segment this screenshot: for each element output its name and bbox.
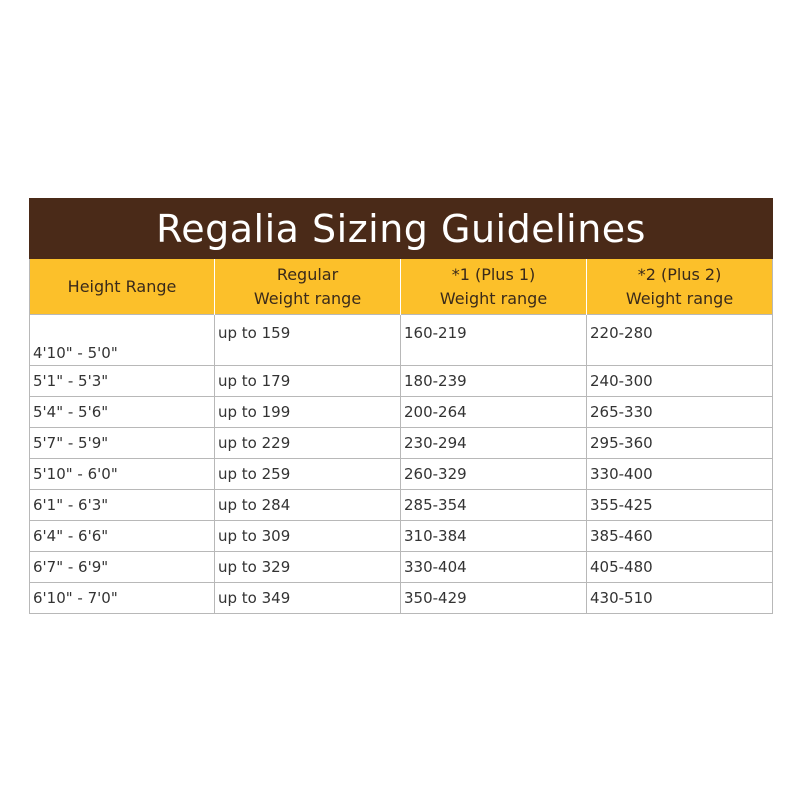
height-cell: 5'7" - 5'9"	[30, 428, 215, 459]
plus1-weight-cell: 330-404	[401, 552, 587, 583]
height-cell: 5'1" - 5'3"	[30, 366, 215, 397]
header-plus2	[587, 259, 773, 315]
plus1-weight-cell: 310-384	[401, 521, 587, 552]
header-regular	[215, 259, 401, 315]
regular-weight-cell: up to 179	[215, 366, 401, 397]
table-row	[30, 366, 773, 397]
regular-weight-cell: up to 284	[215, 490, 401, 521]
header-plus1	[401, 259, 587, 315]
plus2-weight-cell: 430-510	[587, 583, 773, 614]
plus2-weight-cell: 265-330	[587, 397, 773, 428]
plus2-weight-cell: 405-480	[587, 552, 773, 583]
height-cell: 5'10" - 6'0"	[30, 459, 215, 490]
header-plus1-line2: Weight range	[439, 288, 548, 308]
table-row	[30, 315, 773, 366]
table-row	[30, 428, 773, 459]
height-cell: 6'4" - 6'6"	[30, 521, 215, 552]
header-plus2-line1: *2 (Plus 2)	[637, 264, 722, 284]
table-row	[30, 521, 773, 552]
header-plus1-line1: *1 (Plus 1)	[451, 264, 536, 284]
regular-weight-cell: up to 309	[215, 521, 401, 552]
table-row	[30, 397, 773, 428]
plus1-weight-cell: 230-294	[401, 428, 587, 459]
plus1-weight-cell: 180-239	[401, 366, 587, 397]
regular-weight-cell: up to 349	[215, 583, 401, 614]
plus2-weight-cell: 295-360	[587, 428, 773, 459]
regular-weight-cell: up to 199	[215, 397, 401, 428]
plus1-weight-cell: 285-354	[401, 490, 587, 521]
regular-weight-cell: up to 229	[215, 428, 401, 459]
table-title: Regalia Sizing Guidelines	[30, 199, 773, 259]
plus1-weight-cell: 200-264	[401, 397, 587, 428]
height-cell: 6'7" - 6'9"	[30, 552, 215, 583]
plus2-weight-cell: 240-300	[587, 366, 773, 397]
plus1-weight-cell: 160-219	[401, 315, 587, 366]
regular-weight-cell: up to 329	[215, 552, 401, 583]
table-row	[30, 552, 773, 583]
table-row	[30, 490, 773, 521]
plus2-weight-cell: 220-280	[587, 315, 773, 366]
header-height-range-label: Height Range	[67, 276, 177, 296]
plus1-weight-cell: 260-329	[401, 459, 587, 490]
height-cell: 6'1" - 6'3"	[30, 490, 215, 521]
plus2-weight-cell: 355-425	[587, 490, 773, 521]
plus2-weight-cell: 330-400	[587, 459, 773, 490]
regular-weight-cell: up to 159	[215, 315, 401, 366]
title-row	[30, 199, 773, 259]
plus2-weight-cell: 385-460	[587, 521, 773, 552]
height-cell: 4'10" - 5'0"	[30, 315, 215, 366]
plus1-weight-cell: 350-429	[401, 583, 587, 614]
header-height-range	[30, 259, 215, 315]
table-row	[30, 583, 773, 614]
header-regular-line1: Regular	[276, 264, 339, 284]
header-plus2-line2: Weight range	[625, 288, 734, 308]
regular-weight-cell: up to 259	[215, 459, 401, 490]
sizing-table	[29, 198, 773, 614]
height-cell: 5'4" - 5'6"	[30, 397, 215, 428]
table-row	[30, 459, 773, 490]
height-cell: 6'10" - 7'0"	[30, 583, 215, 614]
header-regular-line2: Weight range	[253, 288, 362, 308]
header-row	[30, 259, 773, 315]
